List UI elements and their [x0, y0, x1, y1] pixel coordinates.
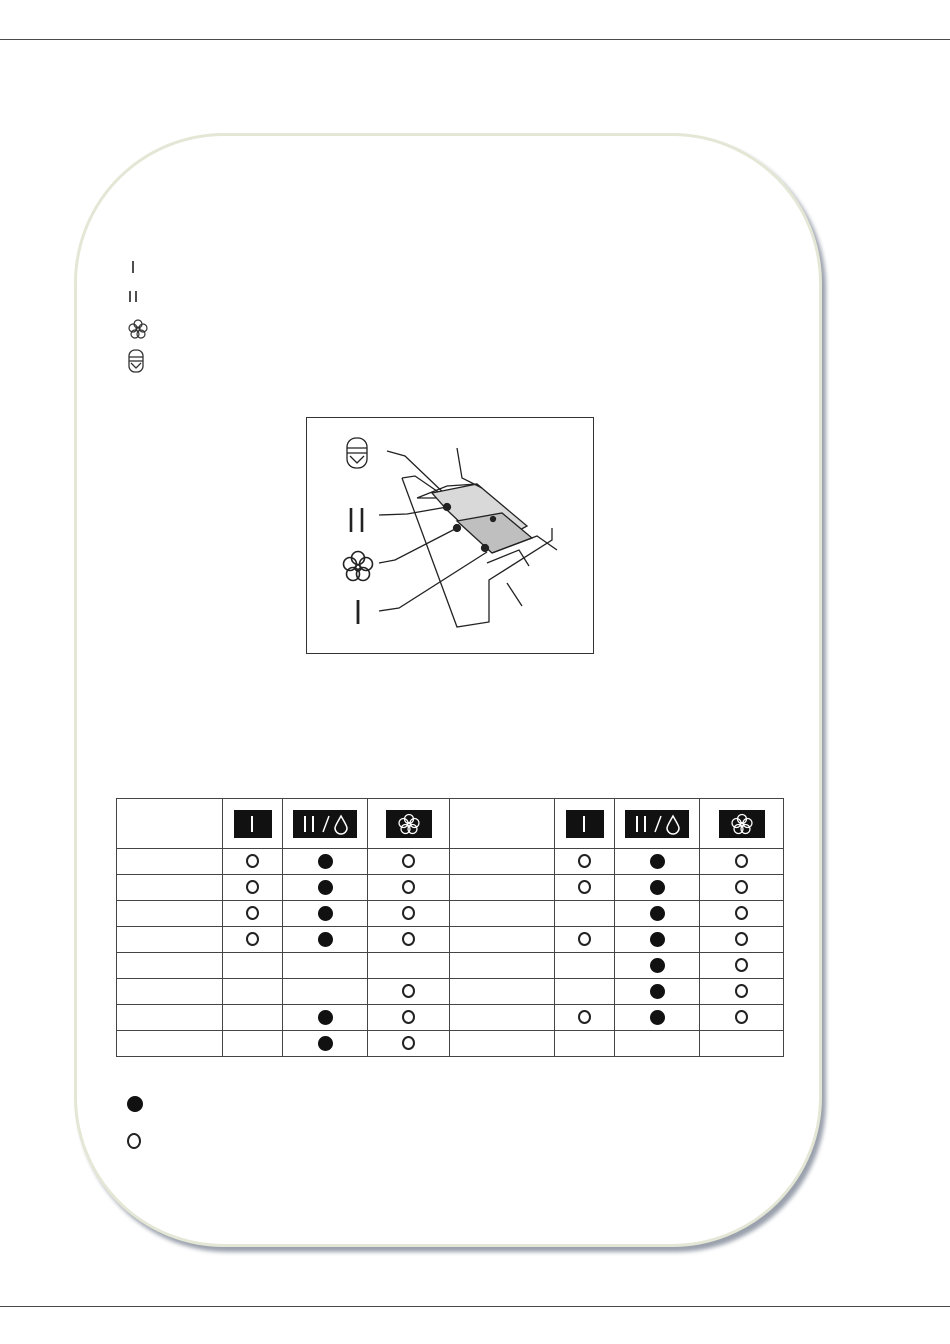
- right-main-wash-cell: [615, 1031, 700, 1057]
- left-main-wash-cell: [283, 849, 368, 875]
- table-body: [117, 849, 784, 1057]
- program-name-cell-left: [117, 927, 223, 953]
- empty-circle-icon: [127, 1133, 141, 1149]
- prewash-compartment-icon: [566, 810, 604, 838]
- right-softener-cell: [700, 849, 784, 875]
- table-row: [117, 1031, 784, 1057]
- program-name-cell-left: [117, 1031, 223, 1057]
- prewash-compartment-icon: [234, 810, 272, 838]
- left-prewash-cell: [223, 1005, 283, 1031]
- empty-circle-icon: [578, 854, 591, 868]
- empty-circle-icon: [402, 984, 415, 998]
- softener-compartment-icon: [719, 810, 765, 838]
- key-optional: [127, 1132, 141, 1150]
- detergent-drawer-figure: [306, 417, 594, 654]
- left-prewash-cell: [223, 953, 283, 979]
- filled-circle-icon: [650, 880, 665, 895]
- left-softener-cell: [368, 953, 450, 979]
- detergent-dosage-table: [116, 798, 784, 1057]
- table-header-row: [117, 799, 784, 849]
- empty-circle-icon: [735, 880, 748, 894]
- left-main-wash-cell: [283, 901, 368, 927]
- column-header-main-wash: [615, 799, 700, 849]
- liquid-detergent-insert-icon: [127, 348, 151, 378]
- right-main-wash-cell: [615, 875, 700, 901]
- main-wash-liquid-compartment-icon: [293, 810, 357, 838]
- program-column-header-left: [117, 799, 223, 849]
- filled-circle-icon: [318, 906, 333, 921]
- right-softener-cell: [700, 953, 784, 979]
- filled-circle-icon: [318, 1036, 333, 1051]
- main-wash-liquid-compartment-icon: [625, 810, 689, 838]
- program-name-cell-right: [450, 927, 555, 953]
- figure-softener-icon: [344, 552, 373, 581]
- empty-circle-icon: [246, 906, 259, 920]
- program-name-cell-right: [450, 1031, 555, 1057]
- left-main-wash-cell: [283, 1031, 368, 1057]
- empty-circle-icon: [735, 984, 748, 998]
- table-row: [117, 875, 784, 901]
- empty-circle-icon: [735, 906, 748, 920]
- right-softener-cell: [700, 979, 784, 1005]
- right-softener-cell: [700, 875, 784, 901]
- program-name-cell-left: [117, 875, 223, 901]
- empty-circle-icon: [402, 1036, 415, 1050]
- right-prewash-cell: [555, 901, 615, 927]
- program-name-cell-left: [117, 979, 223, 1005]
- empty-circle-icon: [246, 854, 259, 868]
- program-name-cell-left: [117, 849, 223, 875]
- table-row: [117, 953, 784, 979]
- filled-circle-icon: [650, 932, 665, 947]
- right-softener-cell: [700, 901, 784, 927]
- right-main-wash-cell: [615, 953, 700, 979]
- table-row: [117, 1005, 784, 1031]
- empty-circle-icon: [578, 1010, 591, 1024]
- filled-circle-icon: [318, 880, 333, 895]
- left-softener-cell: [368, 1005, 450, 1031]
- left-softener-cell: [368, 927, 450, 953]
- softener-compartment-icon: [127, 318, 151, 348]
- footer-rule: [0, 1306, 950, 1307]
- softener-compartment-icon: [386, 810, 432, 838]
- program-name-cell-right: [450, 953, 555, 979]
- empty-circle-icon: [735, 932, 748, 946]
- filled-circle-icon: [127, 1096, 143, 1112]
- left-prewash-cell: [223, 849, 283, 875]
- program-name-cell-left: [117, 901, 223, 927]
- empty-circle-icon: [735, 1010, 748, 1024]
- filled-circle-icon: [650, 906, 665, 921]
- right-prewash-cell: [555, 979, 615, 1005]
- right-prewash-cell: [555, 875, 615, 901]
- left-softener-cell: [368, 979, 450, 1005]
- empty-circle-icon: [402, 932, 415, 946]
- right-main-wash-cell: [615, 901, 700, 927]
- program-name-cell-right: [450, 1005, 555, 1031]
- filled-circle-icon: [318, 932, 333, 947]
- left-main-wash-cell: [283, 1005, 368, 1031]
- program-name-cell-right: [450, 849, 555, 875]
- figure-main-wash-icon: [351, 508, 362, 532]
- program-name-cell-left: [117, 1005, 223, 1031]
- empty-circle-icon: [735, 854, 748, 868]
- right-main-wash-cell: [615, 927, 700, 953]
- filled-circle-icon: [650, 984, 665, 999]
- right-main-wash-cell: [615, 849, 700, 875]
- table-row: [117, 927, 784, 953]
- left-prewash-cell: [223, 927, 283, 953]
- left-softener-cell: [368, 901, 450, 927]
- empty-circle-icon: [402, 1010, 415, 1024]
- filled-circle-icon: [650, 958, 665, 973]
- program-name-cell-left: [117, 953, 223, 979]
- prewash-compartment-icon: [127, 258, 151, 288]
- left-softener-cell: [368, 849, 450, 875]
- main-wash-compartment-icon: [127, 288, 151, 318]
- program-name-cell-right: [450, 901, 555, 927]
- header-rule: [0, 39, 950, 40]
- empty-circle-icon: [402, 906, 415, 920]
- column-header-softener: [700, 799, 784, 849]
- program-name-cell-right: [450, 979, 555, 1005]
- right-prewash-cell: [555, 1031, 615, 1057]
- program-column-header-right: [450, 799, 555, 849]
- column-header-main-wash: [283, 799, 368, 849]
- right-softener-cell: [700, 927, 784, 953]
- empty-circle-icon: [578, 880, 591, 894]
- filled-circle-icon: [650, 1010, 665, 1025]
- right-main-wash-cell: [615, 1005, 700, 1031]
- right-prewash-cell: [555, 1005, 615, 1031]
- right-softener-cell: [700, 1031, 784, 1057]
- filled-circle-icon: [650, 854, 665, 869]
- empty-circle-icon: [735, 958, 748, 972]
- column-header-softener: [368, 799, 450, 849]
- left-main-wash-cell: [283, 979, 368, 1005]
- compartment-legend: [127, 258, 151, 378]
- right-softener-cell: [700, 1005, 784, 1031]
- column-header-prewash: [555, 799, 615, 849]
- table-row: [117, 849, 784, 875]
- instruction-card: [74, 133, 822, 1247]
- empty-circle-icon: [578, 932, 591, 946]
- left-main-wash-cell: [283, 927, 368, 953]
- left-prewash-cell: [223, 901, 283, 927]
- right-prewash-cell: [555, 953, 615, 979]
- key-required: [127, 1095, 143, 1113]
- right-main-wash-cell: [615, 979, 700, 1005]
- empty-circle-icon: [246, 880, 259, 894]
- table-row: [117, 979, 784, 1005]
- left-softener-cell: [368, 875, 450, 901]
- empty-circle-icon: [402, 854, 415, 868]
- figure-liquid-insert-icon: [347, 438, 367, 468]
- left-softener-cell: [368, 1031, 450, 1057]
- left-prewash-cell: [223, 875, 283, 901]
- left-main-wash-cell: [283, 875, 368, 901]
- column-header-prewash: [223, 799, 283, 849]
- empty-circle-icon: [402, 880, 415, 894]
- filled-circle-icon: [318, 1010, 333, 1025]
- table-row: [117, 901, 784, 927]
- left-prewash-cell: [223, 1031, 283, 1057]
- left-prewash-cell: [223, 979, 283, 1005]
- filled-circle-icon: [318, 854, 333, 869]
- right-prewash-cell: [555, 927, 615, 953]
- left-main-wash-cell: [283, 953, 368, 979]
- empty-circle-icon: [246, 932, 259, 946]
- program-name-cell-right: [450, 875, 555, 901]
- right-prewash-cell: [555, 849, 615, 875]
